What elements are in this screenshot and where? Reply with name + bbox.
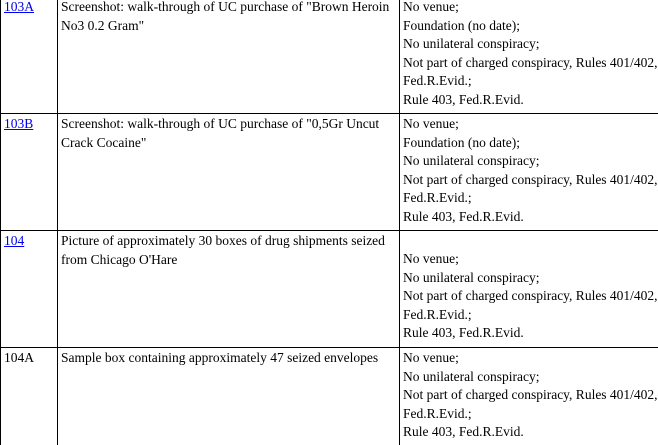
objection-text: No venue;: [403, 116, 459, 131]
table-row: [1, 114, 658, 231]
exhibit-link[interactable]: 103A: [4, 0, 34, 14]
objection-text: Foundation (no date);: [403, 17, 520, 33]
exhibit-number-cell: 104A: [1, 348, 58, 445]
objection-text: Rule 403, Fed.R.Evid.: [403, 325, 524, 340]
objection-text: No unilateral conspiracy;: [403, 36, 540, 51]
exhibit-link[interactable]: 104: [4, 233, 25, 248]
table-row: [1, 348, 658, 445]
objection-text: Not part of charged conspiracy, Rules 401/402, Fed.R.Evid.;: [403, 387, 658, 421]
exhibit-description: Sample box containing approximately 47 seized envelopes: [58, 348, 400, 445]
objection-text: Rule 403, Fed.R.Evid.: [403, 91, 524, 107]
objection-text: No venue;: [403, 251, 459, 266]
exhibit-number-cell: [1, 114, 58, 231]
objection-text: No unilateral conspiracy;: [403, 153, 540, 168]
exhibit-number-cell: [1, 231, 58, 348]
exhibit-description: Picture of approximately 30 boxes of drug shipments seized from Chicago O'Hare: [58, 231, 400, 348]
objection-text: Rule 403, Fed.R.Evid.: [403, 424, 524, 439]
objection-text: No venue;: [403, 0, 459, 14]
table-row: [1, 0, 658, 114]
exhibit-number-cell: [1, 0, 58, 114]
objection-text: No venue;: [403, 350, 459, 365]
objections-cell: [400, 231, 658, 348]
objection-text: Not part of charged conspiracy, Rules 401/402, Fed.R.Evid.;: [403, 288, 658, 322]
objection-text: Foundation (no date);: [403, 134, 520, 150]
exhibit-link[interactable]: 103B: [4, 116, 34, 131]
objections-cell: [400, 348, 658, 445]
objection-text: No unilateral conspiracy;: [403, 269, 540, 285]
objection-text: Not part of charged conspiracy, Rules 401/402, Fed.R.Evid.;: [403, 54, 658, 88]
objections-cell: [400, 0, 658, 114]
exhibit-description: Screenshot: walk-through of UC purchase of "0,5Gr Uncut Crack Cocaine": [58, 114, 400, 231]
objection-text: Rule 403, Fed.R.Evid.: [403, 208, 524, 224]
objection-text: Not part of charged conspiracy, Rules 401/402, Fed.R.Evid.;: [403, 171, 658, 205]
exhibit-description: Screenshot: walk-through of UC purchase of "Brown Heroin No3 0.2 Gram": [58, 0, 400, 114]
table-row: [1, 231, 658, 348]
objection-text: No unilateral conspiracy;: [403, 368, 540, 384]
objections-cell: [400, 114, 658, 231]
